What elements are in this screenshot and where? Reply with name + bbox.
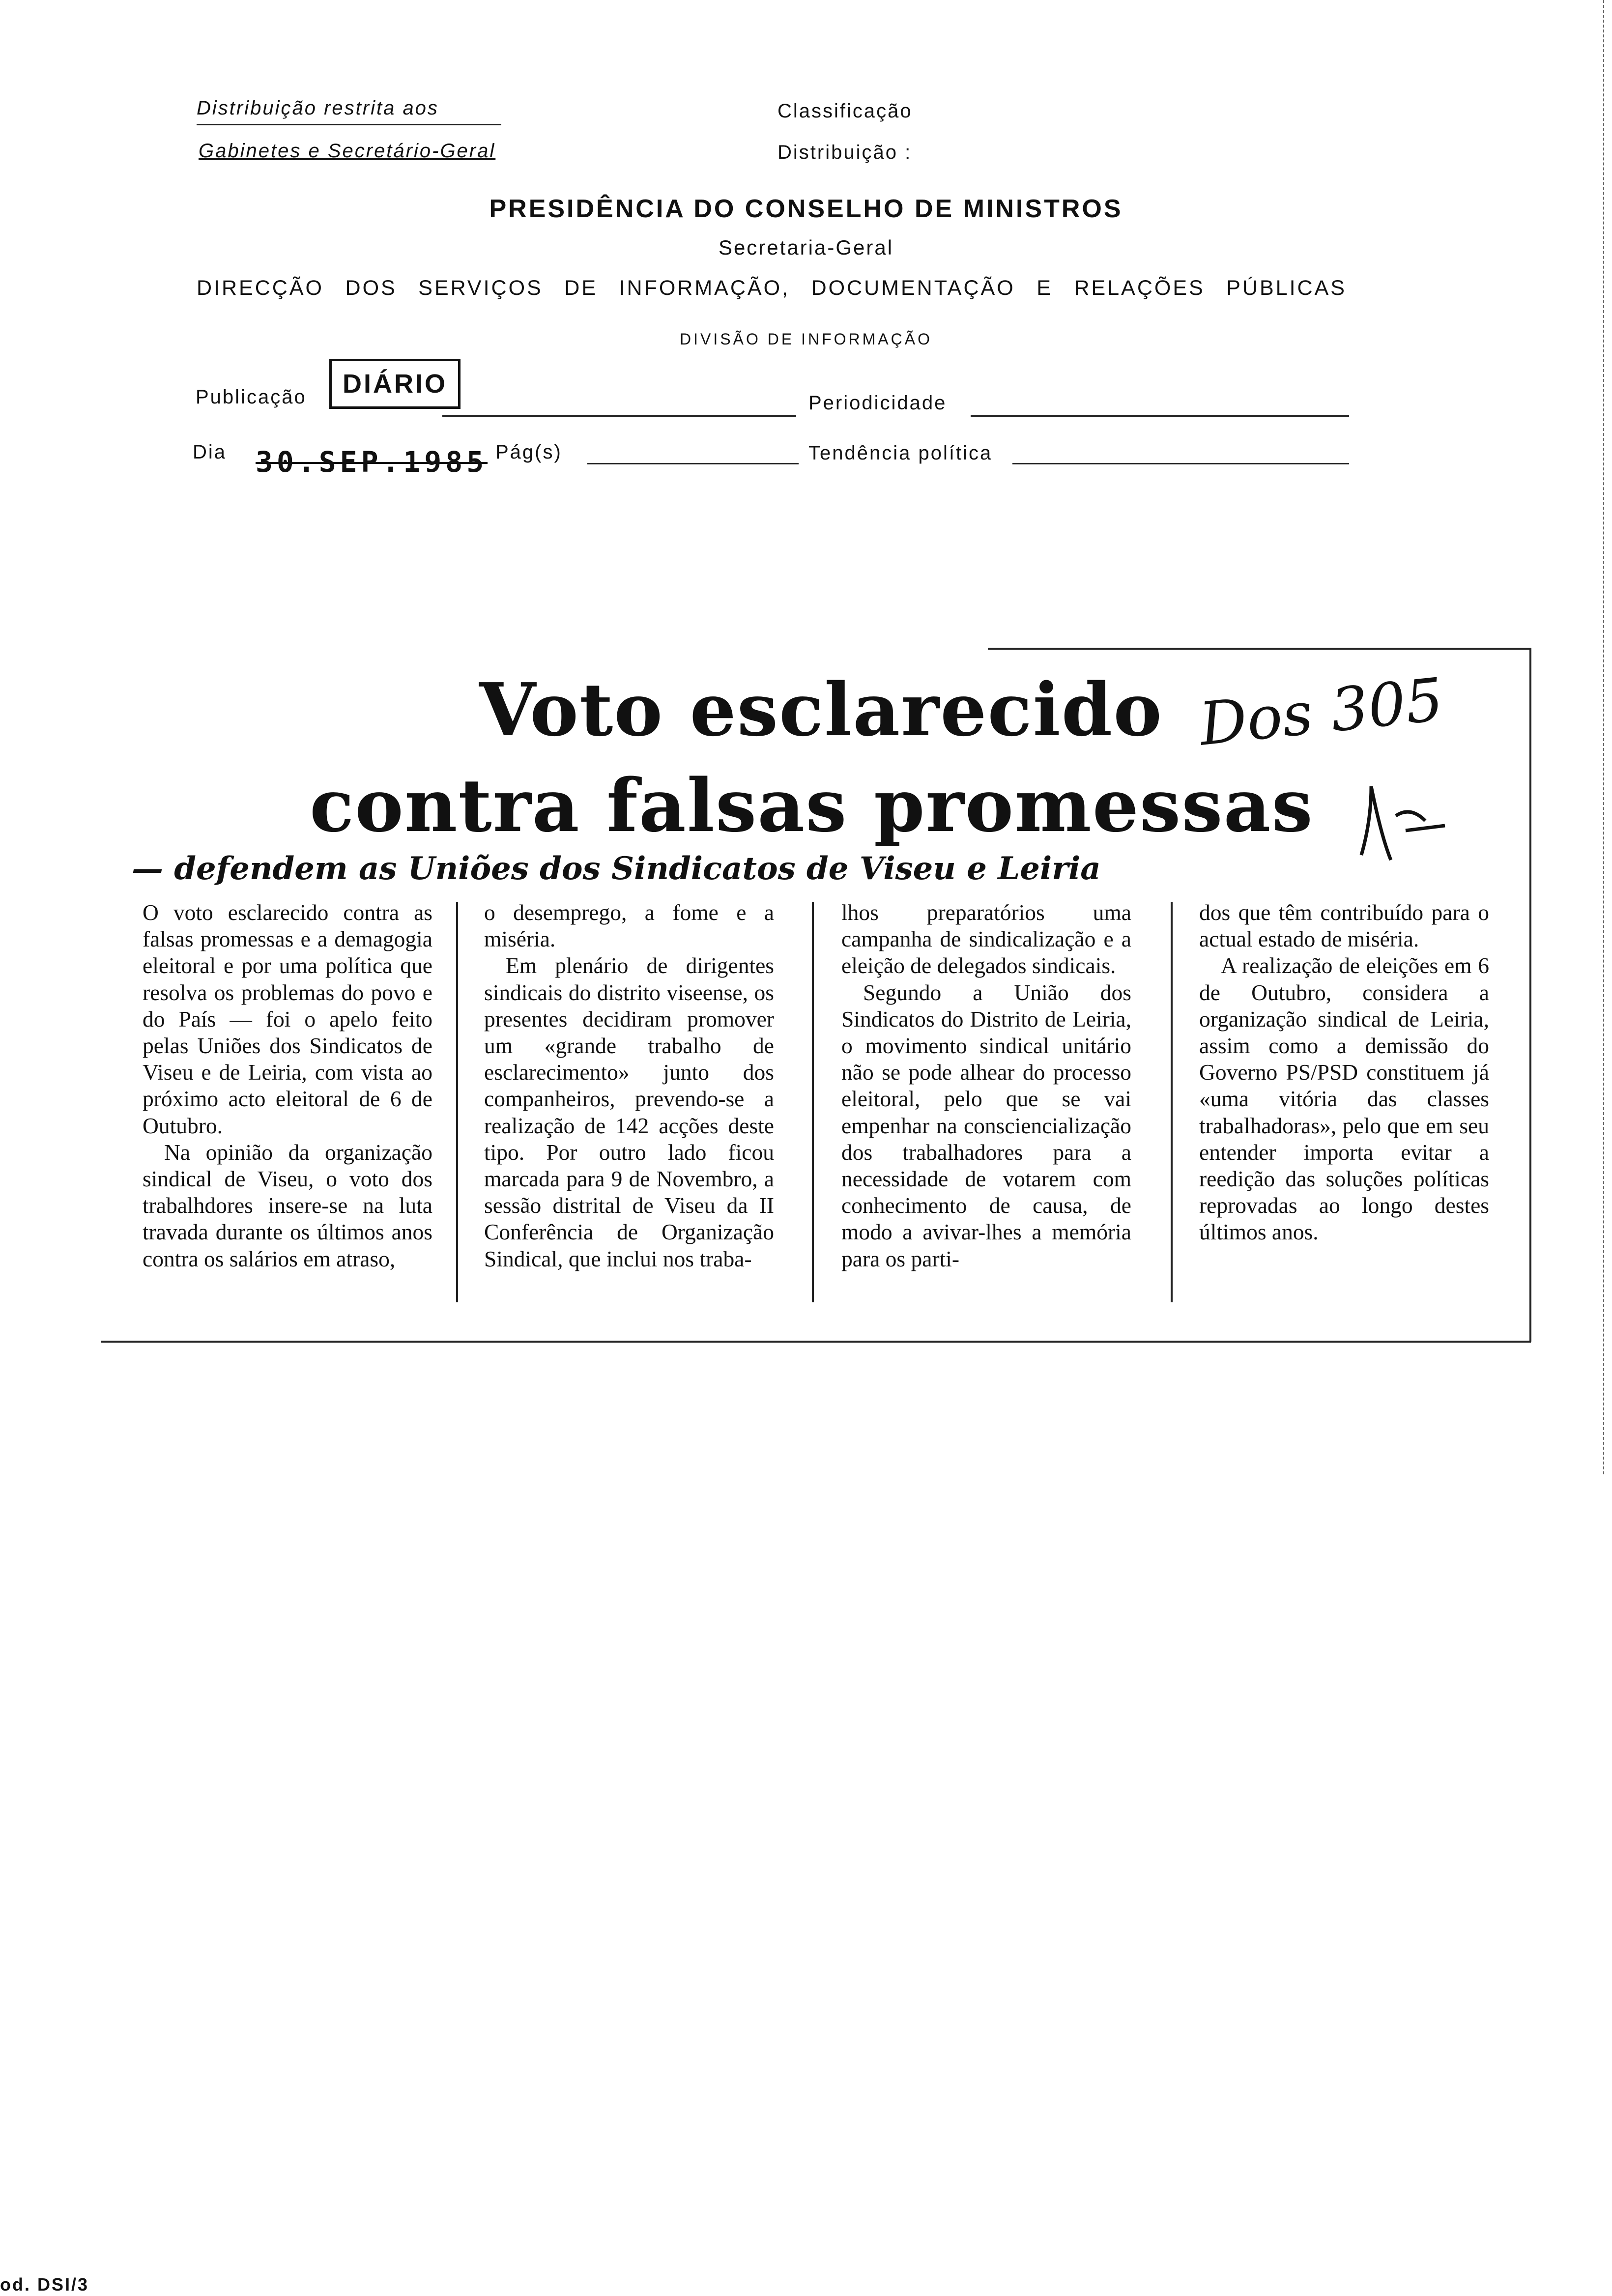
- article-column-4: [1199, 899, 1489, 1246]
- column-1-paragraph: O voto esclarecido contra as falsas promessas e a demagogia eleitoral e por uma política que resolva os problemas do povo e do País — foi o apelo feito pelas Uniões dos Sindicatos de Viseu e de Leiria, com vista ao próximo acto eleitoral de 6 de Outubro.: [143, 900, 432, 1138]
- column-divider-3: [1171, 902, 1173, 1302]
- directorate-word: INFORMAÇÃO,: [619, 276, 790, 300]
- pages-label: Pág(s): [495, 441, 562, 463]
- publication-label: Publicação: [196, 386, 307, 408]
- directorate-word: DOS: [345, 276, 397, 300]
- column-divider-2: [812, 902, 814, 1302]
- directorate-word: DOCUMENTAÇÃO: [811, 276, 1015, 300]
- column-2-paragraph: o desemprego, a fome e a miséria.: [484, 900, 774, 952]
- column-1-paragraph: Na opinião da organização sindical de Viseu, o voto dos trabalhdores insere-se na luta travada durante os últimos anos contra os salários em atraso,: [143, 1139, 432, 1271]
- column-divider-1: [456, 902, 458, 1302]
- periodicity-label: Periodicidade: [808, 392, 947, 414]
- political-tendency-field-line: [1012, 463, 1349, 464]
- handwritten-scribble-icon: [1352, 776, 1460, 865]
- distribution-underline: [197, 124, 501, 125]
- subheadline: — defendem as Uniões dos Sindicatos de Viseu e Leiria: [132, 850, 1101, 887]
- directorate-word: PÚBLICAS: [1226, 276, 1347, 300]
- distribution-restricted-label: Distribuição restrita aos: [197, 97, 439, 119]
- column-4-paragraph: dos que têm contribuído para o actual estado de miséria.: [1199, 900, 1489, 952]
- secretariat-title: Secretaria-Geral: [718, 236, 894, 259]
- column-3-paragraph: Segundo a União dos Sindicatos do Distrito de Leiria, o movimento sindical unitário não se pode alhear do processo eleitoral, pelo que se vai empenhar na consciencialização dos trabalhadores para a necessidade de votarem com conhecimento de causa, de modo a avivar-lhes a memória para os parti-: [841, 979, 1131, 1271]
- distribution-label: Distribuição :: [777, 142, 912, 163]
- directorate-word: SERVIÇOS: [418, 276, 543, 300]
- classification-label: Classificação: [777, 100, 913, 122]
- scan-edge-artifact: [1603, 0, 1604, 1474]
- directorate-word: RELAÇÕES: [1074, 276, 1205, 300]
- column-2-paragraph: Em plenário de dirigentes sindicais do distrito viseense, os presentes decidiram promover um «grande trabalho de esclarecimento» junto dos companheiros, prevendo-se a realização de 142 acções deste tipo. Por outro lado ficou marcada para 9 de Novembro, a sessão distrital de Viseu da II Conferência de Organização Sindical, que inclui nos traba-: [484, 953, 774, 1271]
- article-column-1: [143, 899, 432, 1272]
- directorate-line: [197, 276, 1347, 300]
- headline-line-2: contra falsas promessas: [310, 763, 1314, 848]
- article-column-2: [484, 899, 774, 1272]
- clipping-top-border: [988, 648, 1531, 650]
- directorate-word: E: [1036, 276, 1053, 300]
- division-title: DIVISÃO DE INFORMAÇÃO: [680, 330, 932, 348]
- clipping-right-border: [1529, 648, 1531, 1342]
- form-code: od. DSI/3: [0, 2274, 89, 2295]
- date-stamp: 30.SEP.1985: [256, 445, 488, 479]
- clipping-bottom-border: [101, 1341, 1531, 1343]
- political-tendency-label: Tendência política: [808, 442, 993, 464]
- column-3-paragraph: lhos preparatórios uma campanha de sindicalização e a eleição de delegados sindicais.: [841, 900, 1131, 978]
- pages-field-line: [587, 463, 799, 464]
- distribution-targets-label: Gabinetes e Secretário-Geral: [199, 140, 496, 162]
- periodicity-field-line: [971, 415, 1349, 417]
- publication-field-line: [442, 415, 796, 417]
- article-column-3: [841, 899, 1131, 1272]
- organization-title: PRESIDÊNCIA DO CONSELHO DE MINISTROS: [489, 195, 1123, 223]
- day-label: Dia: [193, 441, 227, 463]
- column-4-paragraph: A realização de eleições em 6 de Outubro, considera a organização sindical de Leiria, assim como a demissão do Governo PS/PSD constituem já «uma vitória das classes trabalhadoras», pelo que em seu entender importa evitar a reedição das soluções políticas reprovadas ao longo destes últimos anos.: [1199, 953, 1489, 1245]
- directorate-word: DE: [564, 276, 598, 300]
- headline-line-1: Voto esclarecido: [479, 667, 1163, 752]
- publication-stamp: DIÁRIO: [329, 359, 461, 409]
- directorate-word: DIRECÇÃO: [197, 276, 324, 300]
- handwritten-annotation: Dos 305: [1196, 665, 1447, 759]
